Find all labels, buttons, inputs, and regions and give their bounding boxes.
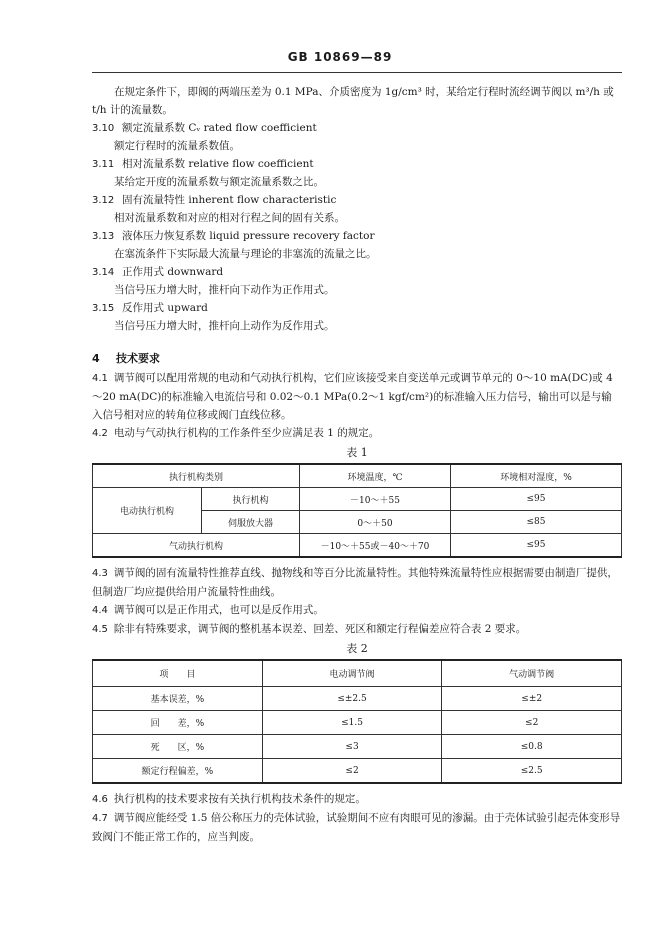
clause-definition: 相对流量系数和对应的相对行程之间的固有关系。 bbox=[114, 212, 345, 224]
clause-definition: 当信号压力增大时，推杆向上动作为反作用式。 bbox=[114, 320, 335, 332]
table-cell: 死 区，% bbox=[93, 735, 263, 759]
table-header-cell: 环境相对湿度，% bbox=[451, 464, 622, 488]
clause-title: 相对流量系数 relative flow coefficient bbox=[122, 158, 314, 170]
paragraph-number: 4.3 bbox=[92, 568, 108, 579]
clause-3-10 bbox=[92, 119, 622, 155]
standard-code: GB 10869—89 bbox=[287, 50, 393, 64]
paragraph-text: 调节阀应能经受 1.5 倍公称压力的壳体试验，试验期间不应有肉眼可见的渗漏。由于壳体试验引起壳体变形导致阀门不能正常工作的，应当判废。 bbox=[92, 812, 621, 843]
table-header-row bbox=[93, 660, 622, 687]
clause-number: 3.15 bbox=[92, 303, 115, 314]
table-cell: ≤95 bbox=[451, 534, 622, 558]
paragraph-text: 调节阀可以配用常规的电动和气动执行机构，它们应该接受来自变送单元或调节单元的 0～10 mA(DC)或 4～20 mA(DC)的标准输入电流信号和 0.02～0.1 MPa(0.2～1 kgf/cm²)的标准输入压力信号，输出可以是与输入信号相对应的转角位移或阀门直线位移。 bbox=[92, 372, 613, 421]
page-header bbox=[60, 50, 620, 64]
clause-3-12 bbox=[92, 191, 622, 227]
table-header-cell: 气动调节阀 bbox=[442, 660, 622, 687]
table-header-cell: 执行机构类别 bbox=[93, 464, 300, 488]
table-row bbox=[93, 488, 622, 511]
table-1 bbox=[92, 463, 622, 558]
clause-definition: 某给定开度的流量系数与额定流量系数之比。 bbox=[114, 176, 324, 188]
clause-3-15 bbox=[92, 299, 622, 335]
table-cell: 基本误差，% bbox=[93, 687, 263, 711]
paragraph-number: 4.1 bbox=[92, 373, 108, 384]
clause-number: 3.11 bbox=[92, 159, 115, 170]
table-row bbox=[93, 759, 622, 784]
table-header-cell: 电动调节阀 bbox=[262, 660, 442, 687]
table-cell: 0～＋50 bbox=[300, 511, 451, 534]
paragraph-number: 4.4 bbox=[92, 605, 108, 616]
clause-3-13 bbox=[92, 227, 622, 263]
paragraph-number: 4.2 bbox=[92, 428, 108, 439]
paragraph-number: 4.6 bbox=[92, 794, 108, 805]
paragraph-text: 电动与气动执行机构的工作条件至少应满足表 1 的规定。 bbox=[113, 427, 380, 439]
section-number: 4 bbox=[92, 352, 100, 365]
table-row bbox=[93, 735, 622, 759]
paragraph-4-2 bbox=[92, 424, 622, 443]
clause-title: 液体压力恢复系数 liquid pressure recovery factor bbox=[122, 230, 375, 242]
table-cell: ≤±2.5 bbox=[262, 687, 442, 711]
table-cell: －10～＋55 bbox=[300, 488, 451, 511]
table-cell: ≤2.5 bbox=[442, 759, 622, 784]
section-heading bbox=[92, 349, 622, 369]
table-cell: ≤2 bbox=[442, 711, 622, 735]
table-cell: ≤2 bbox=[262, 759, 442, 784]
clause-title: 额定流量系数 Cᵥ rated flow coefficient bbox=[122, 122, 317, 134]
paragraph-4-6 bbox=[92, 790, 622, 809]
table-row bbox=[93, 711, 622, 735]
table-cell: －10～＋55或－40～＋70 bbox=[300, 534, 451, 558]
intro-paragraph: 在规定条件下，即阀的两端压差为 0.1 MPa、介质密度为 1g/cm³ 时，某给定行程时流经调节阀以 m³/h 或 t/h 计的流量数。 bbox=[92, 86, 614, 116]
clause-title: 固有流量特性 inherent flow characteristic bbox=[122, 194, 337, 206]
table-cell: 气动执行机构 bbox=[93, 534, 300, 558]
table-cell: 伺服放大器 bbox=[202, 511, 300, 534]
table-2 bbox=[92, 659, 622, 784]
table-cell: 额定行程偏差，% bbox=[93, 759, 263, 784]
table-header-cell: 环境温度，℃ bbox=[300, 464, 451, 488]
clause-definition: 在塞流条件下实际最大流量与理论的非塞流的流量之比。 bbox=[114, 248, 377, 260]
paragraph-4-3 bbox=[92, 564, 622, 601]
clause-number: 3.14 bbox=[92, 267, 115, 278]
section-title: 技术要求 bbox=[116, 352, 160, 365]
clause-3-11 bbox=[92, 155, 622, 191]
table-cell: ≤85 bbox=[451, 511, 622, 534]
clause-definition: 当信号压力增大时，推杆向下动作为正作用式。 bbox=[114, 284, 335, 296]
paragraph-number: 4.7 bbox=[92, 813, 108, 824]
paragraph-4-5 bbox=[92, 620, 622, 639]
paragraph-text: 执行机构的技术要求按有关执行机构技术条件的规定。 bbox=[113, 793, 366, 805]
table-header-row bbox=[93, 464, 622, 488]
clause-number: 3.13 bbox=[92, 231, 115, 242]
clause-number: 3.10 bbox=[92, 123, 115, 134]
table-cell: ≤±2 bbox=[442, 687, 622, 711]
paragraph-text: 调节阀可以是正作用式，也可以是反作用式。 bbox=[113, 604, 324, 616]
table-header-cell: 项 目 bbox=[93, 660, 263, 687]
table-cell: 回 差，% bbox=[93, 711, 263, 735]
clause-3-14 bbox=[92, 263, 622, 299]
clause-title: 正作用式 downward bbox=[122, 266, 224, 278]
table-row bbox=[93, 687, 622, 711]
paragraph-4-1 bbox=[92, 369, 622, 424]
table-cell: ≤1.5 bbox=[262, 711, 442, 735]
table-row bbox=[93, 534, 622, 558]
paragraph-4-4 bbox=[92, 601, 622, 620]
table-1-caption: 表 1 bbox=[346, 446, 368, 459]
table-cell: 执行机构 bbox=[202, 488, 300, 511]
table-cell: ≤3 bbox=[262, 735, 442, 759]
table-cell: ≤0.8 bbox=[442, 735, 622, 759]
paragraph-text: 除非有特殊要求，调节阀的整机基本误差、回差、死区和额定行程偏差应符合表 2 要求。 bbox=[113, 623, 527, 635]
table-2-caption: 表 2 bbox=[346, 642, 368, 655]
clause-number: 3.12 bbox=[92, 195, 115, 206]
clause-definition: 额定行程时的流量系数值。 bbox=[114, 140, 240, 152]
header-rule bbox=[92, 72, 622, 73]
table-cell: ≤95 bbox=[451, 488, 622, 511]
document-body bbox=[92, 83, 622, 846]
table-group-cell: 电动执行机构 bbox=[93, 488, 202, 534]
clause-title: 反作用式 upward bbox=[122, 302, 208, 314]
paragraph-text: 调节阀的固有流量特性推荐直线、抛物线和等百分比流量特性。其他特殊流量特性应根据需要由制造厂提供，但制造厂均应提供给用户流量特性曲线。 bbox=[92, 567, 618, 598]
paragraph-number: 4.5 bbox=[92, 624, 108, 635]
paragraph-4-7 bbox=[92, 809, 622, 846]
